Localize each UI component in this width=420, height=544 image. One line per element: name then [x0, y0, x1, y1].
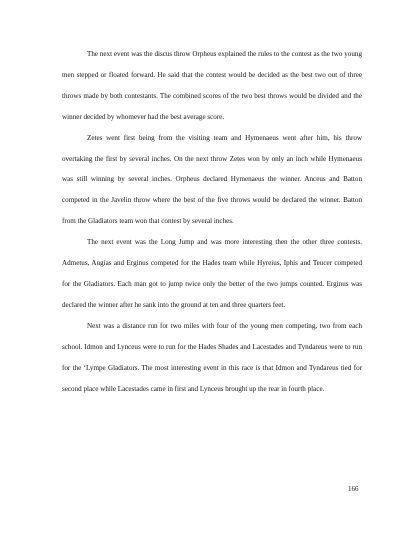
paragraph: The next event was the Long Jump and was more interesting then the other three contests. Admetus, Augias and Erginus competed for the Hades team while Hyreius, Iphis and Teucer competed for the Gladiators. Each man got to jump twice only the better of the two jumps counted. Erginus was declared the winner after he sank into the ground at ten and three quarters feet. — [62, 238, 362, 309]
paragraph: Next was a distance run for two miles with four of the young men competing, two from each school. Idmon and Lynceus were to run for the Hades Shades and Lacestades and Tyndareus were to run for the ‘Lympe Gladiators. The most interesting event in this race is that Idmon and Tyndareus tied for second place while Lacestades came in first and Lynceus brought up the rear in fourth place. — [62, 321, 362, 393]
body-text — [62, 44, 362, 399]
paragraph: Zetes went first being from the visiting team and Hymenaeus went after him, his throw overtaking the first by several inches. On the next throw Zetes won by only an inch while Hymenaeus was still winning by several inches. Orpheus declared Hymenaeus the winner. Anceus and Batton competed in the Javelin throw where the best of the five throws would be declared the winner. Batton from the Gladiators team won that contest by several inches. — [62, 133, 362, 226]
paragraph: The next event was the discus throw Orpheus explained the rules to the contest as the two young men stepped or floated forward. He said that the contest would be decided as the best two out of three throws made by both contestants. The combined scores of the two best throws would be divided and the winner decided by whomever had the best average score. — [62, 50, 362, 121]
page-number: 166 — [348, 485, 359, 493]
